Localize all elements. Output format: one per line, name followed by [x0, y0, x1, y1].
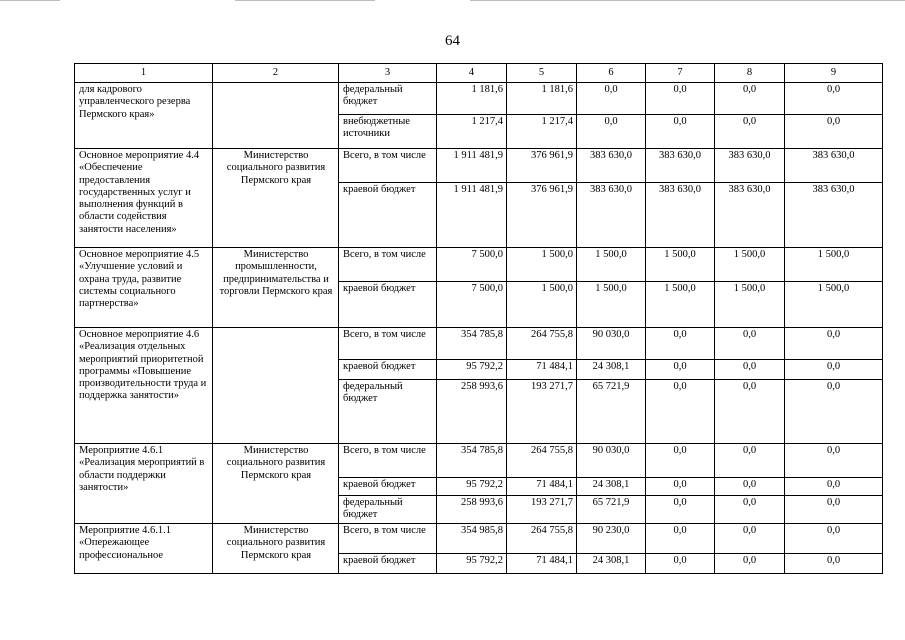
amount-cell: 1 911 481,9: [437, 149, 507, 183]
amount-cell: 376 961,9: [507, 183, 577, 248]
amount-cell: 0,0: [646, 83, 715, 115]
amount-cell: 0,0: [715, 524, 785, 554]
column-header: 1: [75, 64, 213, 83]
funding-source-cell: Всего, в том числе: [339, 444, 437, 478]
amount-cell: 1 500,0: [507, 248, 577, 282]
amount-cell: 383 630,0: [577, 149, 646, 183]
executor-cell: [213, 328, 339, 444]
amount-cell: 1 217,4: [507, 115, 577, 149]
amount-cell: 0,0: [785, 554, 883, 574]
amount-cell: 65 721,9: [577, 380, 646, 444]
amount-cell: 0,0: [646, 524, 715, 554]
funding-source-cell: федеральный бюджет: [339, 380, 437, 444]
activity-name-cell: Основное мероприятие 4.5 «Улучшение условий и охрана труда, развитие системы социального партнерства»: [75, 248, 213, 328]
amount-cell: 71 484,1: [507, 360, 577, 380]
amount-cell: 0,0: [715, 83, 785, 115]
page-number: 64: [445, 33, 460, 49]
activity-name-cell: Основное мероприятие 4.6 «Реализация отдельных мероприятий приоритетной программы «Повышение производительности труда и поддержка занятости»: [75, 328, 213, 444]
amount-cell: 1 181,6: [437, 83, 507, 115]
executor-cell: Министерство социального развития Пермского края: [213, 444, 339, 524]
table-row: [75, 444, 883, 478]
amount-cell: 24 308,1: [577, 360, 646, 380]
amount-cell: 0,0: [785, 524, 883, 554]
funding-source-cell: Всего, в том числе: [339, 248, 437, 282]
amount-cell: 1 500,0: [577, 282, 646, 328]
funding-source-cell: Всего, в том числе: [339, 149, 437, 183]
amount-cell: 1 500,0: [715, 248, 785, 282]
amount-cell: 0,0: [785, 478, 883, 496]
amount-cell: 95 792,2: [437, 478, 507, 496]
amount-cell: 0,0: [785, 83, 883, 115]
activity-name-cell: Основное мероприятие 4.4 «Обеспечение предоставления государственных услуг и выполнения функций в области содействия занятости населения»: [75, 149, 213, 248]
column-header: 6: [577, 64, 646, 83]
funding-source-cell: Всего, в том числе: [339, 328, 437, 360]
amount-cell: 90 230,0: [577, 524, 646, 554]
column-header: 4: [437, 64, 507, 83]
amount-cell: 383 630,0: [785, 149, 883, 183]
amount-cell: 24 308,1: [577, 554, 646, 574]
amount-cell: 383 630,0: [715, 183, 785, 248]
funding-source-cell: Всего, в том числе: [339, 524, 437, 554]
amount-cell: 0,0: [646, 478, 715, 496]
amount-cell: 95 792,2: [437, 360, 507, 380]
amount-cell: 0,0: [646, 554, 715, 574]
amount-cell: 354 785,8: [437, 328, 507, 360]
activity-name-cell: Мероприятие 4.6.1 «Реализация мероприятий в области поддержки занятости»: [75, 444, 213, 524]
column-header: 5: [507, 64, 577, 83]
header-row: [75, 64, 883, 83]
amount-cell: 0,0: [715, 115, 785, 149]
funding-source-cell: краевой бюджет: [339, 478, 437, 496]
table-row: [75, 248, 883, 282]
funding-source-cell: краевой бюджет: [339, 360, 437, 380]
funding-source-cell: краевой бюджет: [339, 183, 437, 248]
amount-cell: 95 792,2: [437, 554, 507, 574]
amount-cell: 0,0: [646, 360, 715, 380]
funding-source-cell: федеральный бюджет: [339, 496, 437, 524]
column-header: 9: [785, 64, 883, 83]
amount-cell: 354 785,8: [437, 444, 507, 478]
amount-cell: 383 630,0: [577, 183, 646, 248]
amount-cell: 383 630,0: [646, 183, 715, 248]
funding-source-cell: внебюджетные источники: [339, 115, 437, 149]
executor-cell: Министерство социального развития Пермского края: [213, 149, 339, 248]
amount-cell: 383 630,0: [785, 183, 883, 248]
amount-cell: 1 181,6: [507, 83, 577, 115]
table-body: [75, 83, 883, 574]
amount-cell: 1 911 481,9: [437, 183, 507, 248]
column-header: 2: [213, 64, 339, 83]
amount-cell: 1 500,0: [646, 248, 715, 282]
table-row: [75, 328, 883, 360]
amount-cell: 0,0: [715, 478, 785, 496]
amount-cell: 1 500,0: [577, 248, 646, 282]
scan-edge-line-right: [470, 0, 905, 1]
amount-cell: 0,0: [715, 328, 785, 360]
column-header: 7: [646, 64, 715, 83]
activity-name-cell: для кадрового управленческого резерва Пермского края»: [75, 83, 213, 149]
amount-cell: 258 993,6: [437, 496, 507, 524]
amount-cell: 65 721,9: [577, 496, 646, 524]
budget-table: [74, 63, 883, 574]
table-row: [75, 524, 883, 554]
funding-source-cell: краевой бюджет: [339, 554, 437, 574]
amount-cell: 0,0: [715, 380, 785, 444]
amount-cell: 1 500,0: [785, 248, 883, 282]
amount-cell: 0,0: [785, 444, 883, 478]
table-row: [75, 83, 883, 115]
amount-cell: 71 484,1: [507, 554, 577, 574]
amount-cell: 0,0: [646, 115, 715, 149]
amount-cell: 0,0: [785, 328, 883, 360]
amount-cell: 0,0: [715, 360, 785, 380]
amount-cell: 90 030,0: [577, 328, 646, 360]
amount-cell: 90 030,0: [577, 444, 646, 478]
amount-cell: 258 993,6: [437, 380, 507, 444]
amount-cell: 24 308,1: [577, 478, 646, 496]
amount-cell: 264 755,8: [507, 328, 577, 360]
amount-cell: 1 500,0: [785, 282, 883, 328]
amount-cell: 0,0: [785, 360, 883, 380]
amount-cell: 1 217,4: [437, 115, 507, 149]
amount-cell: 1 500,0: [646, 282, 715, 328]
scan-edge-line-left: [0, 0, 60, 1]
amount-cell: 0,0: [646, 328, 715, 360]
amount-cell: 1 500,0: [715, 282, 785, 328]
amount-cell: 264 755,8: [507, 444, 577, 478]
amount-cell: 0,0: [785, 496, 883, 524]
amount-cell: 354 985,8: [437, 524, 507, 554]
executor-cell: [213, 83, 339, 149]
amount-cell: 383 630,0: [646, 149, 715, 183]
scan-edge-line-mid: [235, 0, 375, 1]
amount-cell: 376 961,9: [507, 149, 577, 183]
funding-source-cell: федеральный бюджет: [339, 83, 437, 115]
amount-cell: 0,0: [646, 444, 715, 478]
column-header: 8: [715, 64, 785, 83]
activity-name-cell: Мероприятие 4.6.1.1 «Опережающее профессиональное: [75, 524, 213, 574]
funding-source-cell: краевой бюджет: [339, 282, 437, 328]
amount-cell: 1 500,0: [507, 282, 577, 328]
amount-cell: 71 484,1: [507, 478, 577, 496]
column-header: 3: [339, 64, 437, 83]
amount-cell: 7 500,0: [437, 248, 507, 282]
amount-cell: 193 271,7: [507, 380, 577, 444]
amount-cell: 0,0: [646, 380, 715, 444]
amount-cell: 0,0: [785, 380, 883, 444]
amount-cell: 383 630,0: [715, 149, 785, 183]
executor-cell: Министерство промышленности, предпринимательства и торговли Пермского края: [213, 248, 339, 328]
amount-cell: 264 755,8: [507, 524, 577, 554]
amount-cell: 0,0: [715, 444, 785, 478]
table-row: [75, 149, 883, 183]
amount-cell: 0,0: [785, 115, 883, 149]
amount-cell: 0,0: [646, 496, 715, 524]
amount-cell: 0,0: [577, 83, 646, 115]
amount-cell: 0,0: [715, 496, 785, 524]
amount-cell: 0,0: [715, 554, 785, 574]
amount-cell: 0,0: [577, 115, 646, 149]
executor-cell: Министерство социального развития Пермского края: [213, 524, 339, 574]
amount-cell: 7 500,0: [437, 282, 507, 328]
amount-cell: 193 271,7: [507, 496, 577, 524]
